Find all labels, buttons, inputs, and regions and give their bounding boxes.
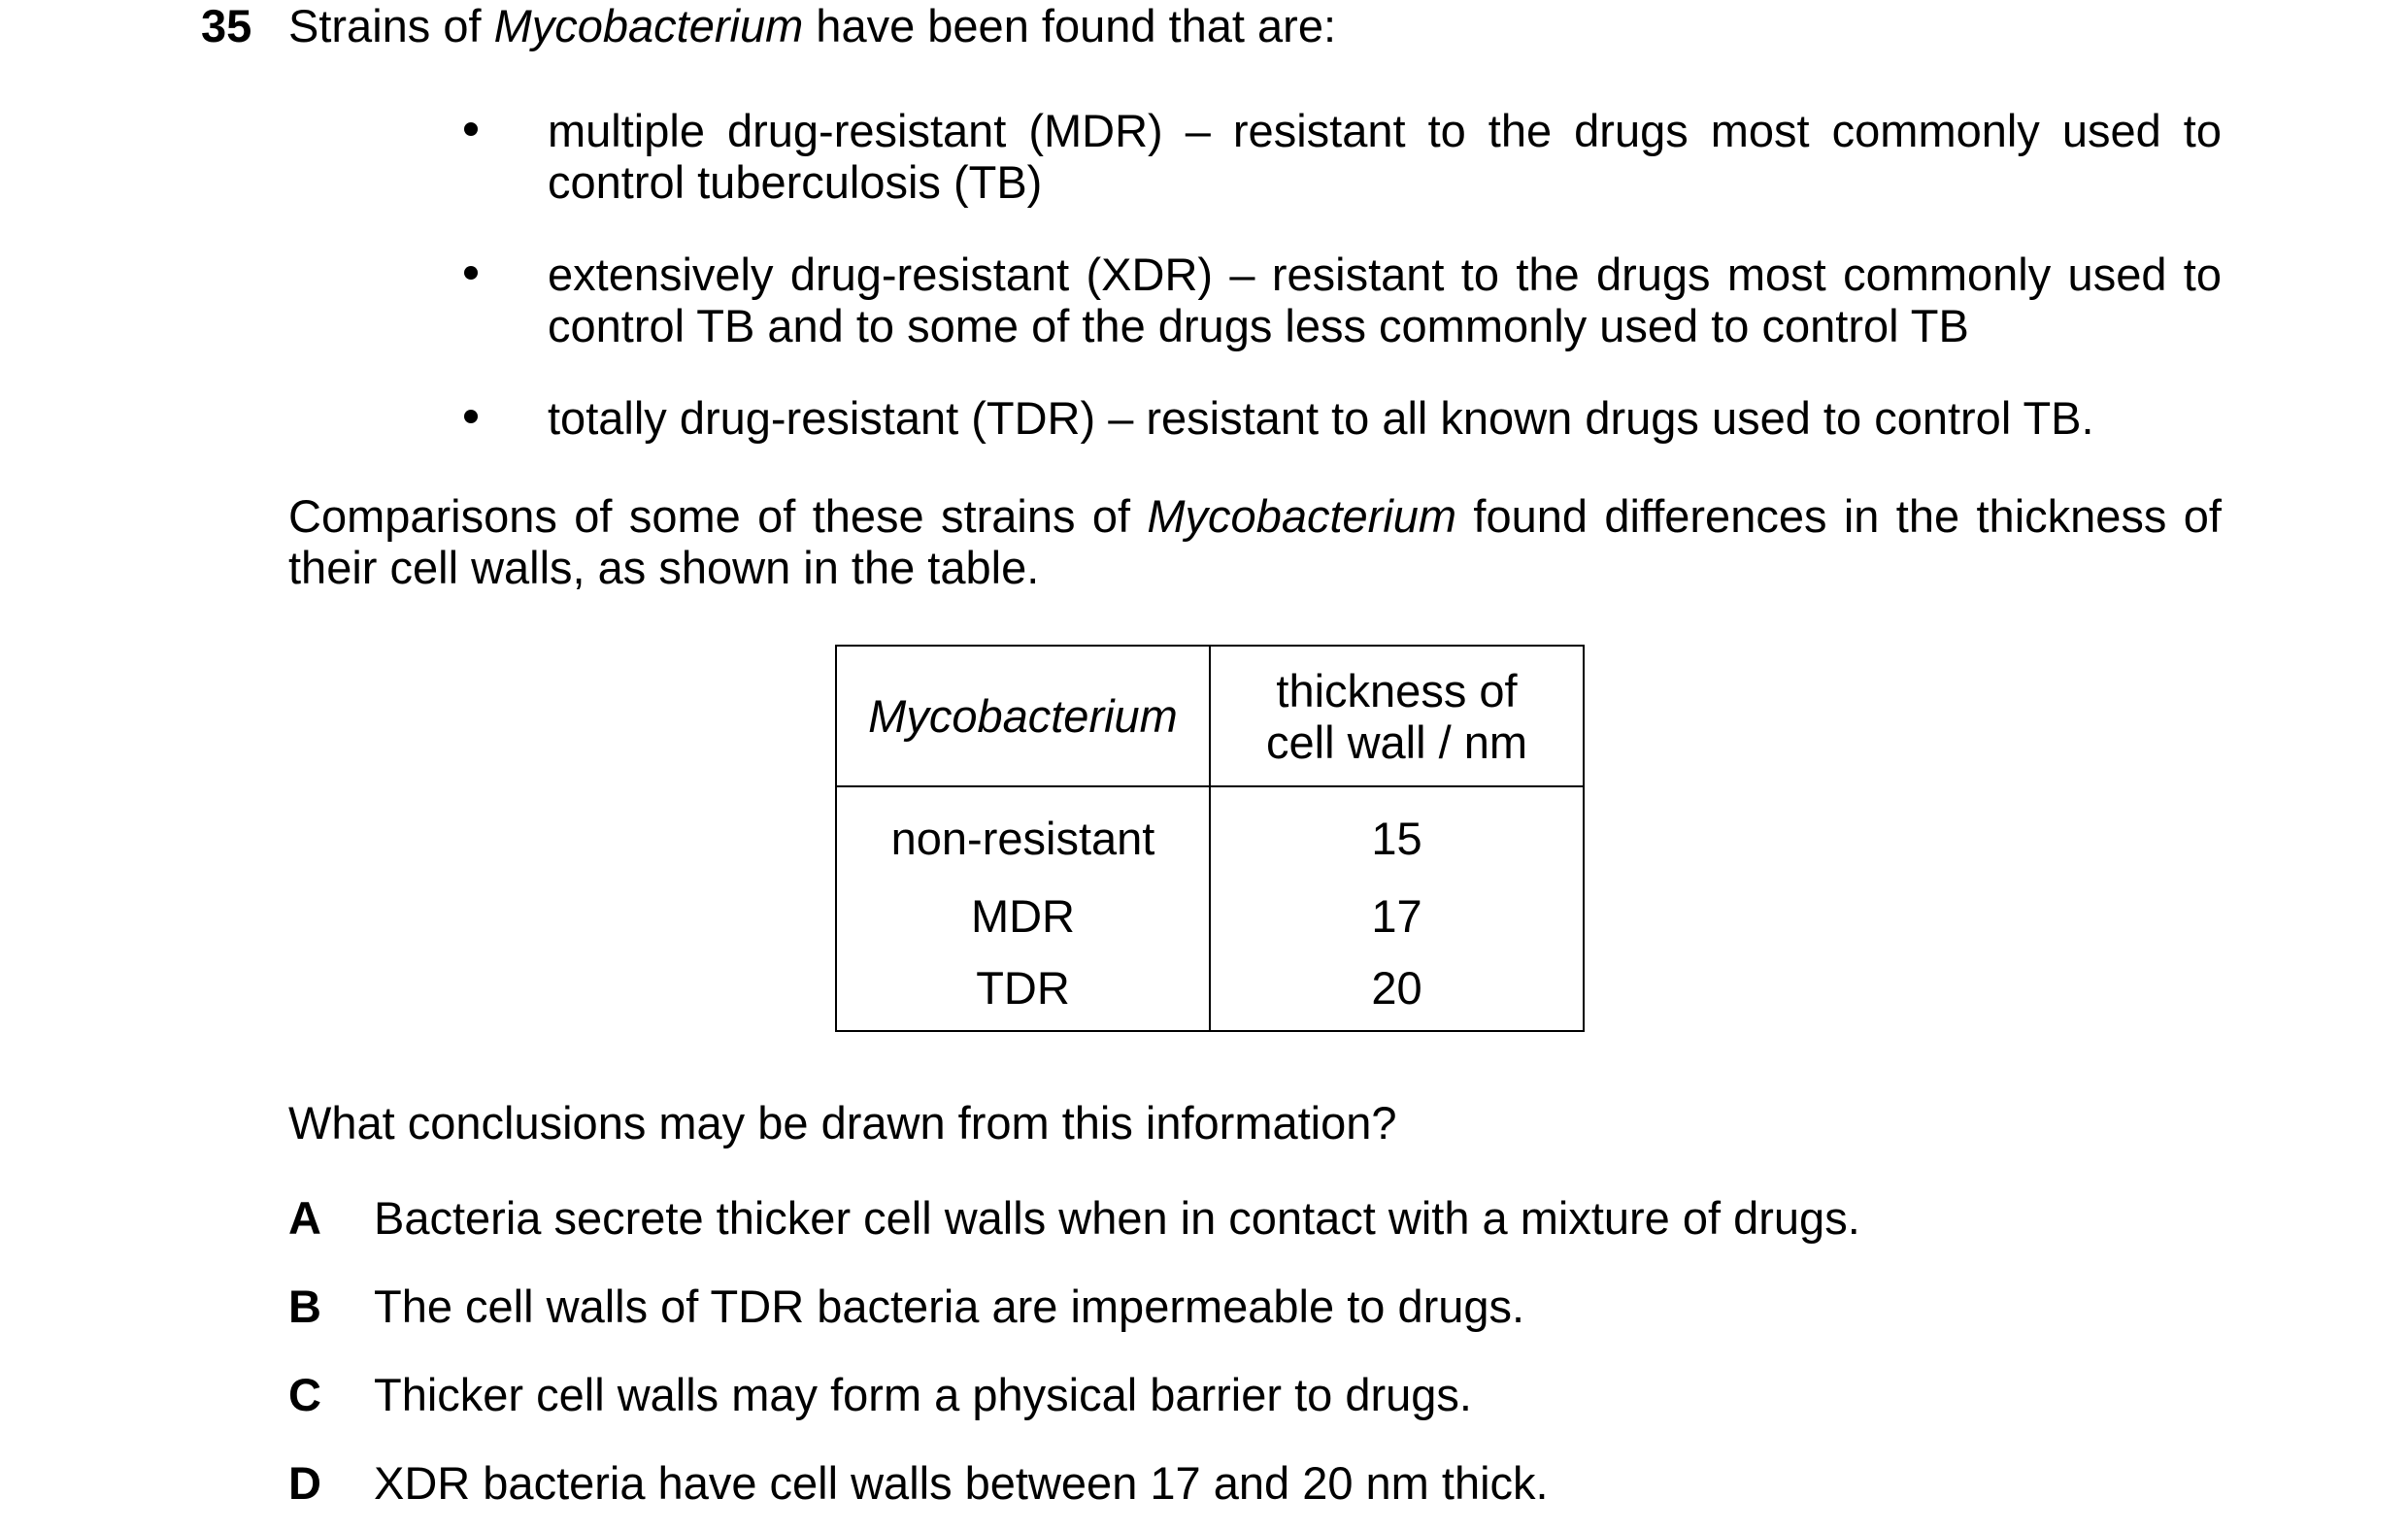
stem-text-start: Strains of — [288, 0, 494, 51]
stem-organism-name: Mycobacterium — [493, 0, 804, 51]
comparison-paragraph — [288, 490, 2222, 593]
bullet-item-mdr: multiple drug-resistant (MDR) – resistant to the drugs most commonly used to control tuberculosis (TB) — [548, 105, 2222, 208]
table-row — [836, 873, 1584, 958]
option-text-d: XDR bacteria have cell walls between 17 and 20 nm thick. — [374, 1457, 1549, 1509]
option-letter-b: B — [288, 1281, 321, 1332]
bullet-item-xdr: extensively drug-resistant (XDR) – resistant to the drugs most commonly used to control TB and to some of the drugs less commonly used to control TB — [548, 249, 2222, 351]
stem-text-end: have been found that are: — [803, 0, 1337, 51]
header-mycobacterium: Mycobacterium — [836, 646, 1210, 786]
header-thickness: thickness of cell wall / nm — [1210, 646, 1584, 786]
paragraph-organism-name: Mycobacterium — [1147, 490, 1457, 542]
table-cell-thickness: 17 — [1210, 873, 1584, 958]
bullet-item-tdr: totally drug-resistant (TDR) – resistant to all known drugs used to control TB. — [548, 392, 2094, 444]
question-stem — [288, 0, 1336, 51]
table-header-row — [836, 646, 1584, 786]
option-text-a: Bacteria secrete thicker cell walls when in contact with a mixture of drugs. — [374, 1192, 1860, 1244]
question-prompt: What conclusions may be drawn from this information? — [288, 1097, 1397, 1148]
table-cell-thickness: 20 — [1210, 958, 1584, 1031]
table-cell-strain: TDR — [836, 958, 1210, 1031]
option-text-c: Thicker cell walls may form a physical barrier to drugs. — [374, 1369, 1472, 1420]
question-number: 35 — [201, 0, 252, 51]
bullet-marker — [464, 266, 478, 280]
option-letter-c: C — [288, 1369, 321, 1420]
table-row — [836, 958, 1584, 1031]
bullet-marker — [464, 410, 478, 423]
table-row — [836, 786, 1584, 873]
paragraph-text-end: found differences in the thickness of their cell walls, as shown in the table. — [288, 490, 2222, 593]
cell-wall-table — [835, 645, 1585, 1032]
paragraph-text-start: Comparisons of some of these strains of — [288, 490, 1148, 542]
table-cell-strain: MDR — [836, 873, 1210, 958]
table-cell-strain: non-resistant — [836, 786, 1210, 873]
option-letter-a: A — [288, 1192, 321, 1244]
option-text-b: The cell walls of TDR bacteria are impermeable to drugs. — [374, 1281, 1525, 1332]
bullet-marker — [464, 122, 478, 136]
option-letter-d: D — [288, 1457, 321, 1509]
table-cell-thickness: 15 — [1210, 786, 1584, 873]
